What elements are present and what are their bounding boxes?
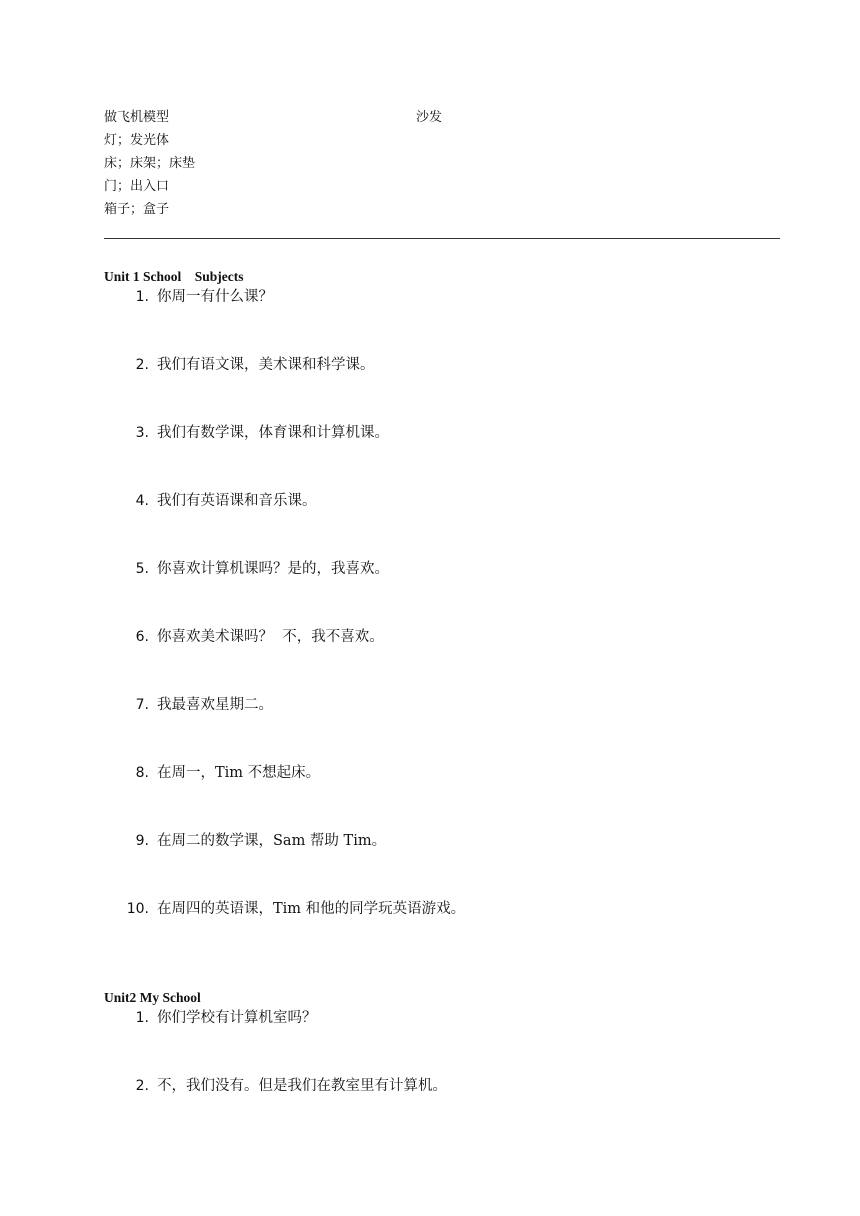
unit-1-section <box>104 268 784 966</box>
unit-2-section <box>104 989 784 1143</box>
list-item <box>104 354 784 422</box>
unit-1-sentence-list <box>104 286 784 966</box>
unit-1-title: Unit 1 School Subjects <box>104 269 244 284</box>
item-number: 7. <box>135 697 149 713</box>
item-text: 在周四的英语课，Tim 和他的同学玩英语游戏。 <box>157 901 466 917</box>
item-number: 6. <box>135 629 149 645</box>
item-text: 在周二的数学课，Sam 帮助 Tim。 <box>157 833 387 849</box>
unit-2-sentence-list <box>104 1007 784 1143</box>
vocab-term: 门；出入口 <box>104 179 170 194</box>
item-number: 2. <box>135 1078 149 1094</box>
vocab-row <box>104 106 784 129</box>
item-number: 10. <box>126 901 149 917</box>
list-item <box>104 1075 784 1143</box>
list-item <box>104 490 784 558</box>
item-text: 你周一有什么课？ <box>157 289 273 305</box>
item-text: 我们有数学课，体育课和计算机课。 <box>157 425 389 441</box>
list-item <box>104 694 784 762</box>
item-text: 在周一，Tim 不想起床。 <box>157 765 321 781</box>
unit-2-title: Unit2 My School <box>104 990 201 1005</box>
item-number: 4. <box>135 493 149 509</box>
item-number: 3. <box>135 425 149 441</box>
item-text: 你喜欢计算机课吗？是的，我喜欢。 <box>157 561 389 577</box>
list-item <box>104 422 784 490</box>
vocab-row <box>104 175 784 198</box>
list-item <box>104 762 784 830</box>
vocab-term: 灯；发光体 <box>104 133 170 148</box>
item-number: 5. <box>135 561 149 577</box>
item-number: 1. <box>135 1010 149 1026</box>
list-item <box>104 286 784 354</box>
item-number: 9. <box>135 833 149 849</box>
vocab-term: 箱子；盒子 <box>104 202 170 217</box>
vocab-term: 床；床架；床垫 <box>104 156 196 171</box>
item-text: 你喜欢美术课吗？ 不，我不喜欢。 <box>157 629 384 645</box>
item-number: 8. <box>135 765 149 781</box>
vocab-row <box>104 152 784 175</box>
vocabulary-list <box>104 106 784 221</box>
item-text: 我们有英语课和音乐课。 <box>157 493 317 509</box>
list-item <box>104 558 784 626</box>
item-number: 1. <box>135 289 149 305</box>
vocab-term: 做飞机模型 <box>104 110 170 125</box>
item-text: 我们有语文课，美术课和科学课。 <box>157 357 375 373</box>
vocab-row <box>104 198 784 221</box>
item-text: 不，我们没有。但是我们在教室里有计算机。 <box>157 1078 447 1094</box>
horizontal-divider <box>104 238 780 239</box>
vocab-term: 沙发 <box>416 110 443 125</box>
vocab-row <box>104 129 784 152</box>
item-text: 我最喜欢星期二。 <box>157 697 273 713</box>
list-item <box>104 830 784 898</box>
list-item <box>104 626 784 694</box>
list-item <box>104 1007 784 1075</box>
item-number: 2. <box>135 357 149 373</box>
list-item <box>104 898 784 966</box>
item-text: 你们学校有计算机室吗？ <box>157 1010 317 1026</box>
